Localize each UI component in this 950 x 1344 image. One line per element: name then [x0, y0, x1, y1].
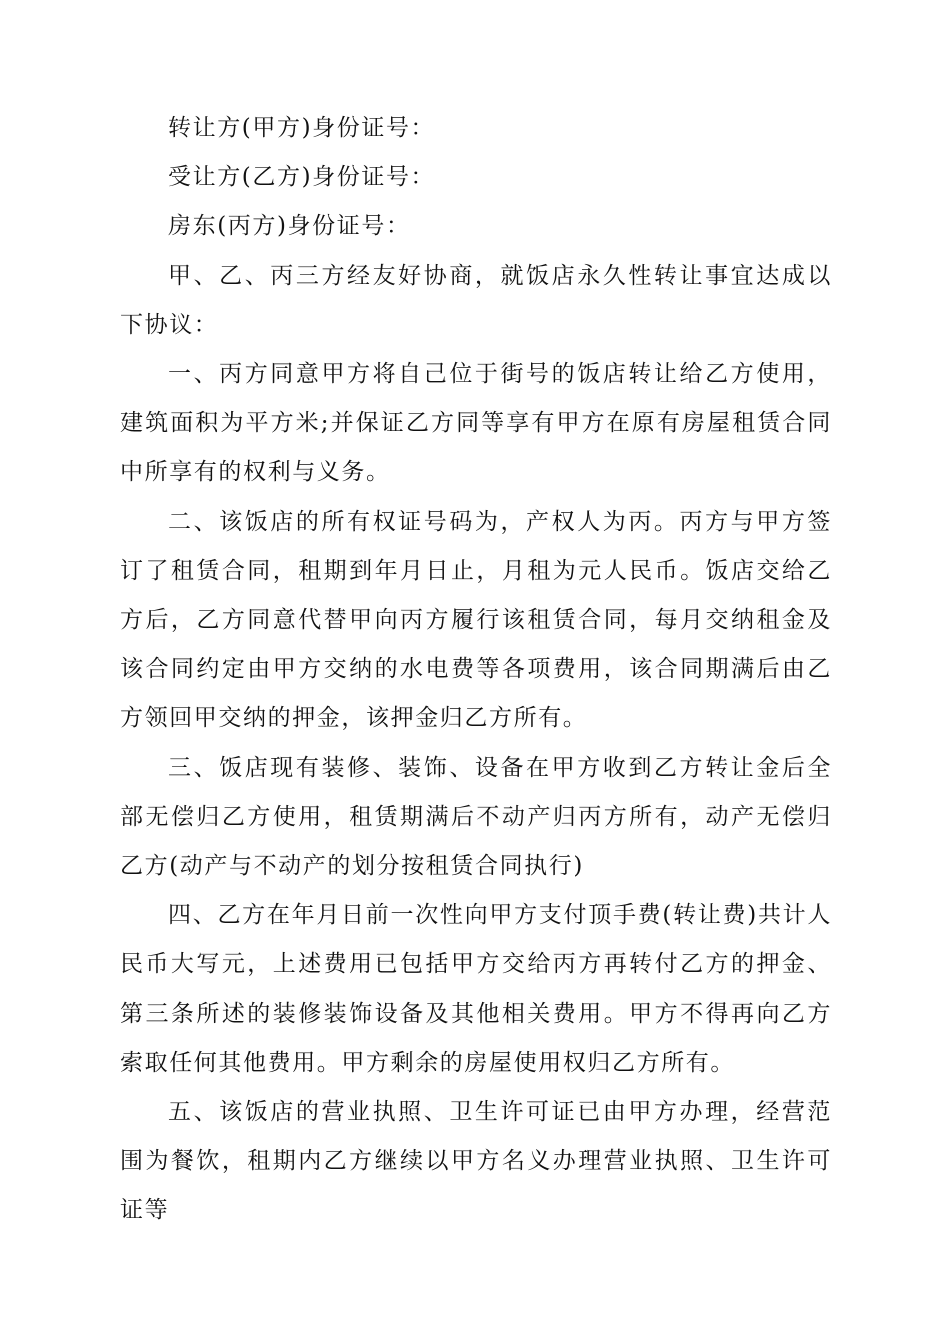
- transferee-id-line: 受让方(乙方)身份证号：: [168, 164, 436, 191]
- preamble-paragraph: 甲、乙、丙三方经友好协商，就饭店永久性转让事宜达成以下协议：: [120, 262, 832, 338]
- clause-2-paragraph: 二、该饭店的所有权证号码为，产权人为丙。丙方与甲方签订了租赁合同，租期到年月日止，月租为元人民币。饭店交给乙方后，乙方同意代替甲向丙方履行该租赁合同，每月交纳租金及该合同约定由甲方交纳的水电费等各项费用，该合同期满后由乙方领回甲交纳的押金，该押金归乙方所有。: [120, 508, 832, 732]
- clause-5-paragraph: 五、该饭店的营业执照、卫生许可证已由甲方办理，经营范围为餐饮，租期内乙方继续以甲方名义办理营业执照、卫生许可证等: [120, 1099, 832, 1224]
- clause-1-paragraph: 一、丙方同意甲方将自己位于街号的饭店转让给乙方使用，建筑面积为平方米;并保证乙方同等享有甲方在原有房屋租赁合同中所享有的权利与义务。: [120, 361, 832, 486]
- document-page: [120, 104, 832, 1236]
- transferor-id-line: 转让方(甲方)身份证号：: [168, 115, 436, 141]
- landlord-id-line: 房东(丙方)身份证号：: [168, 213, 411, 240]
- clause-4-paragraph: 四、乙方在年月日前一次性向甲方支付顶手费(转让费)共计人民币大写元，上述费用已包括甲方交给丙方再转付乙方的押金、第三条所述的装修装饰设备及其他相关费用。甲方不得再向乙方索取任何其他费用。甲方剩余的房屋使用权归乙方所有。: [120, 902, 832, 1076]
- clause-3-paragraph: 三、饭店现有装修、装饰、设备在甲方收到乙方转让金后全部无偿归乙方使用，租赁期满后不动产归丙方所有，动产无偿归乙方(动产与不动产的划分按租赁合同执行): [120, 754, 832, 880]
